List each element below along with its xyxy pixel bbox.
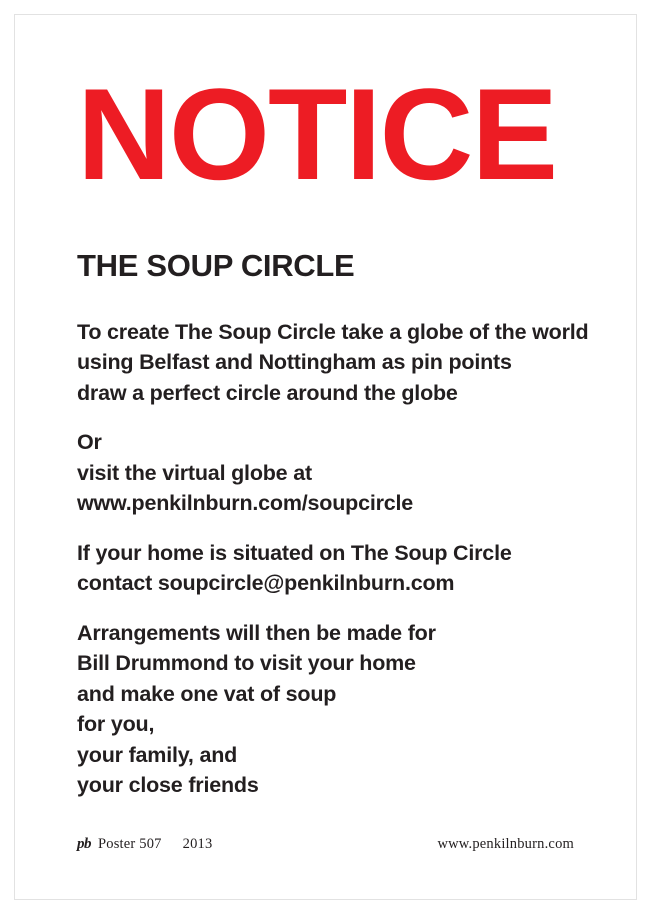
body-paragraph-3 [77, 519, 574, 599]
poster-number: Poster 507 [98, 836, 162, 852]
footer-website: www.penkilnburn.com [437, 836, 574, 852]
body-paragraph-1 [77, 283, 589, 409]
body-paragraph-2 [77, 408, 574, 519]
body-line: If your home is situated on The Soup Circle [77, 540, 512, 565]
body-line: draw a perfect circle around the globe [77, 380, 458, 405]
body-line: your family, and [77, 742, 238, 767]
body-line: and make one vat of soup [77, 681, 337, 706]
page-title: NOTICE [77, 61, 557, 207]
contact-email-line: contact soupcircle@penkilnburn.com [77, 571, 455, 596]
poster-year: 2013 [182, 836, 213, 852]
body-line: for you, [77, 712, 155, 737]
poster-subtitle: THE SOUP CIRCLE [77, 247, 355, 283]
body-paragraph-4 [77, 599, 574, 801]
poster-sheet [14, 14, 637, 900]
footer-left-group [77, 836, 212, 853]
body-line: Arrangements will then be made for [77, 620, 436, 645]
penkiln-burn-logo: pb [77, 836, 91, 852]
poster-footer [77, 836, 574, 853]
body-line: visit the virtual globe at [77, 460, 312, 485]
body-line: Or [77, 430, 102, 455]
soupcircle-url: www.penkilnburn.com/soupcircle [77, 491, 414, 516]
body-line: your close friends [77, 773, 259, 798]
body-line: To create The Soup Circle take a globe of the world [77, 319, 589, 344]
body-line: Bill Drummond to visit your home [77, 651, 416, 676]
body-line: using Belfast and Nottingham as pin points [77, 350, 512, 375]
